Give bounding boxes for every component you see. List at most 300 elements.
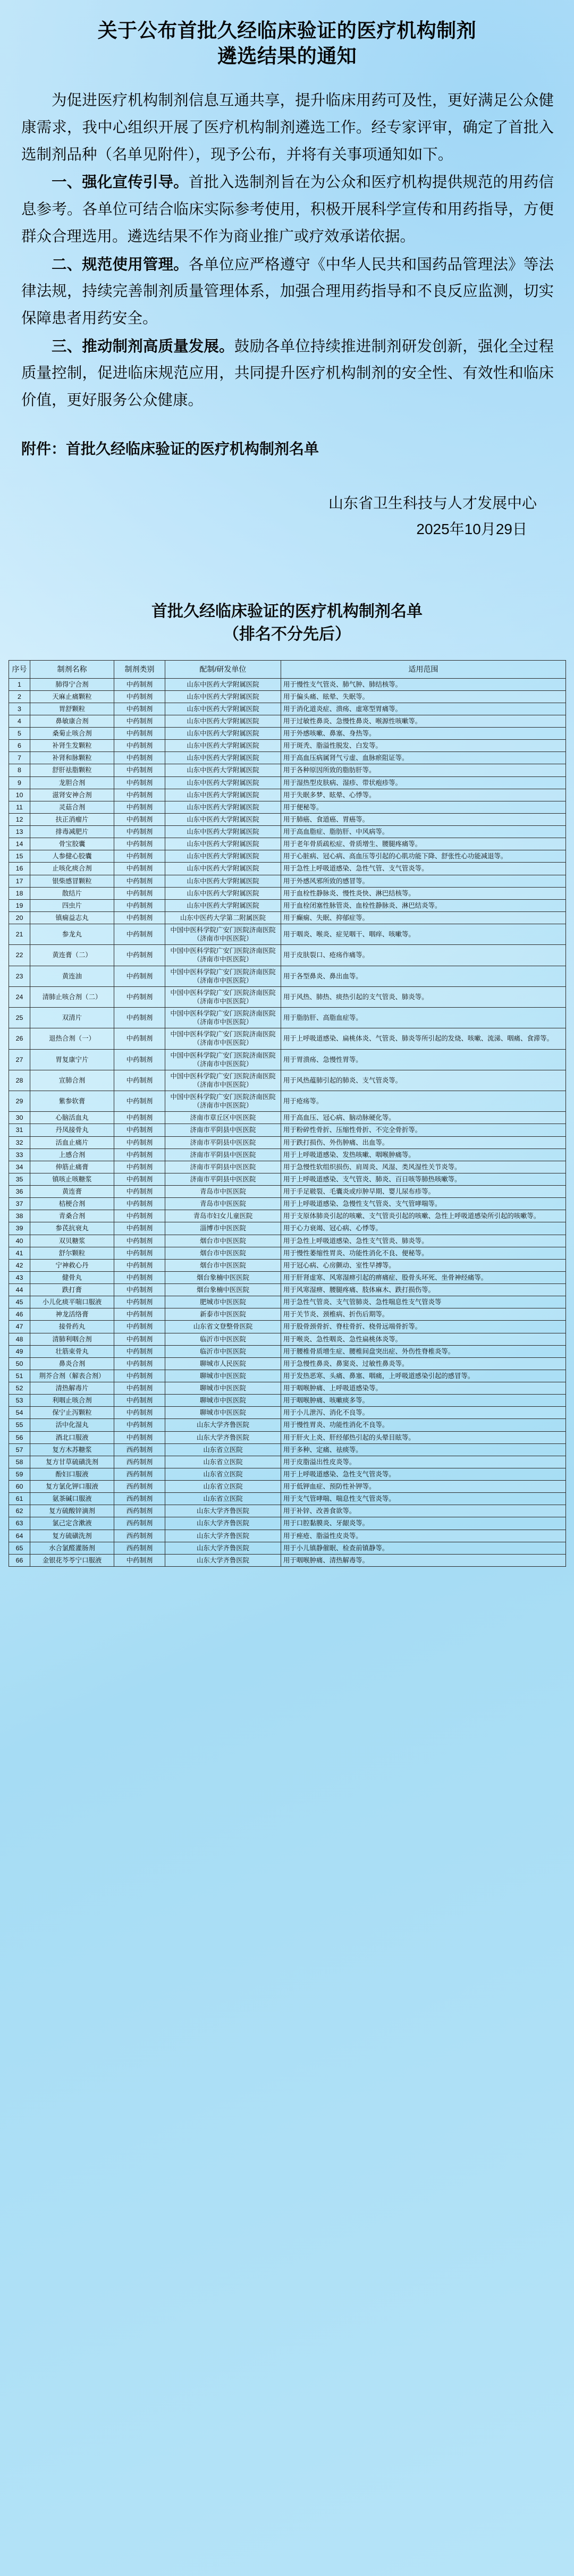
cell-index: 5 [9,728,30,740]
cell-index: 55 [9,1419,30,1431]
cell-name: 止咳化痰合剂 [30,863,114,875]
cell-indications: 用于癫痫、失眠、抑郁症等。 [281,911,566,924]
cell-institution: 山东中医药大学第二附属医院 [165,911,281,924]
cell-name: 补肾生发颗粒 [30,740,114,752]
cell-name: 跌打膏 [30,1284,114,1296]
table-row [9,1198,566,1210]
cell-institution: 山东中医药大学附属医院 [165,678,281,690]
cell-institution: 淄博市中医医院 [165,1222,281,1235]
table-row [9,911,566,924]
cell-name: 参龙丸 [30,924,114,945]
cell-name: 复方木苏糖浆 [30,1443,114,1456]
cell-institution: 中国中医科学院广安门医院济南医院（济南市中医医院） [165,1008,281,1028]
cell-category: 中药制剂 [114,715,165,727]
cell-category: 中药制剂 [114,1136,165,1148]
cell-institution: 山东大学齐鲁医院 [165,1542,281,1554]
cell-name: 酒北口服液 [30,1431,114,1443]
cell-name: 活中化湿丸 [30,1419,114,1431]
cell-category: 西药制剂 [114,1505,165,1517]
table-row [9,728,566,740]
cell-institution: 中国中医科学院广安门医院济南医院（济南市中医医院） [165,986,281,1007]
cell-name: 荆芥合剂（解表合剂） [30,1370,114,1382]
cell-name: 健骨丸 [30,1271,114,1283]
cell-name: 鼻炎合剂 [30,1357,114,1370]
cell-institution: 济南市平阴县中医医院 [165,1148,281,1161]
cell-category: 中药制剂 [114,1091,165,1112]
cell-institution: 济南市章丘区中医医院 [165,1112,281,1124]
annex-title [0,542,574,646]
cell-indications: 用于粉碎性骨折、压缩性骨折、不完全骨折等。 [281,1124,566,1136]
cell-name: 镇痫益志丸 [30,911,114,924]
cell-institution: 山东中医药大学附属医院 [165,715,281,727]
cell-institution: 山东中医药大学附属医院 [165,764,281,776]
cell-index: 35 [9,1173,30,1185]
table-row [9,801,566,813]
cell-name: 清肺止咳合剂（二） [30,986,114,1007]
cell-institution: 山东大学齐鲁医院 [165,1554,281,1566]
cell-index: 14 [9,838,30,850]
cell-indications: 用于手足皲裂、毛囊炎或疖肿早期、婴儿尿布疹等。 [281,1186,566,1198]
cell-category: 中药制剂 [114,1070,165,1091]
cell-indications: 用于急性气管炎、支气管肺炎、急性喘息性支气管炎等 [281,1296,566,1308]
table-row [9,1049,566,1070]
cell-category: 中药制剂 [114,1124,165,1136]
cell-indications: 用于心力衰竭、冠心病、心悸等。 [281,1222,566,1235]
cell-name: 扶正消瘤片 [30,813,114,825]
cell-index: 62 [9,1505,30,1517]
table-row [9,789,566,801]
cell-category: 中药制剂 [114,863,165,875]
cell-name: 氯己定含漱液 [30,1517,114,1530]
cell-institution: 山东中医药大学附属医院 [165,728,281,740]
table-row [9,1284,566,1296]
cell-indications: 用于上呼吸道感染、急慢性支气管炎、支气管哮喘等。 [281,1198,566,1210]
cell-name: 排毒减肥片 [30,826,114,838]
cell-name: 黄连膏 [30,1186,114,1198]
cell-name: 紫参软膏 [30,1091,114,1112]
cell-index: 49 [9,1345,30,1357]
cell-name: 金银花芩苓宁口服液 [30,1554,114,1566]
paragraph-lead-1: 一、强化宣传引导。 [52,174,189,191]
cell-index: 38 [9,1210,30,1222]
cell-index: 61 [9,1493,30,1505]
table-row [9,966,566,986]
cell-category: 中药制剂 [114,966,165,986]
cell-institution: 济南市平阴县中医医院 [165,1173,281,1185]
cell-name: 散结片 [30,887,114,899]
cell-name: 补肾和脉颗粒 [30,752,114,764]
table-row [9,1308,566,1321]
table-row [9,813,566,825]
cell-index: 1 [9,678,30,690]
preparation-list-table [9,660,566,1567]
table-row [9,1419,566,1431]
table-row [9,1259,566,1271]
cell-category: 西药制剂 [114,1468,165,1480]
cell-name: 利咽止咳合剂 [30,1395,114,1407]
cell-category: 中药制剂 [114,1210,165,1222]
cell-indications: 用于心脏病、冠心病、高血压等引起的心肌功能下降、舒张性心功能减退等。 [281,850,566,863]
cell-category: 西药制剂 [114,1493,165,1505]
cell-indications: 用于发热恶寒、头痛、鼻塞、咽痛，上呼吸道感染引起的感冒等。 [281,1370,566,1382]
cell-indications: 用于急慢性软组织损伤、肩周炎、风湿、类风湿性关节炎等。 [281,1161,566,1173]
cell-index: 37 [9,1198,30,1210]
cell-indications: 用于外感风邪所致的感冒等。 [281,875,566,887]
table-row [9,1431,566,1443]
cell-indications: 用于疮疡等。 [281,1091,566,1112]
cell-indications: 用于咽喉肿痛、清热解毒等。 [281,1554,566,1566]
cell-index: 15 [9,850,30,863]
cell-name: 心脑活血丸 [30,1112,114,1124]
cell-institution: 烟台市中医医院 [165,1235,281,1247]
page-title [0,0,574,69]
cell-name: 复方氯化钾口服液 [30,1481,114,1493]
cell-indications: 用于各种原因所致的脂肪肝等。 [281,764,566,776]
cell-institution: 山东省文登整骨医院 [165,1321,281,1333]
cell-institution: 济南市平阴县中医医院 [165,1161,281,1173]
cell-category: 中药制剂 [114,690,165,703]
cell-institution: 中国中医科学院广安门医院济南医院（济南市中医医院） [165,924,281,945]
cell-institution: 中国中医科学院广安门医院济南医院（济南市中医医院） [165,1070,281,1091]
cell-category: 中药制剂 [114,1345,165,1357]
cell-category: 中药制剂 [114,1028,165,1049]
issue-date: 2025年10月29日 [416,521,527,538]
table-row [9,826,566,838]
cell-name: 宁神救心丹 [30,1259,114,1271]
cell-name: 人参健心胶囊 [30,850,114,863]
table-row [9,1173,566,1185]
cell-indications: 用于咽喉肿痛、上呼吸道感染等。 [281,1382,566,1395]
table-row [9,838,566,850]
table-row [9,1296,566,1308]
cell-name: 双清片 [30,1008,114,1028]
cell-index: 48 [9,1333,30,1345]
cell-category: 中药制剂 [114,703,165,715]
cell-index: 53 [9,1395,30,1407]
table-row [9,1395,566,1407]
cell-name: 骨宝胶囊 [30,838,114,850]
cell-category: 西药制剂 [114,1530,165,1542]
cell-institution: 临沂市中医医院 [165,1345,281,1357]
cell-name: 清肺利咽合剂 [30,1333,114,1345]
cell-category: 中药制剂 [114,1419,165,1431]
cell-category: 中药制剂 [114,801,165,813]
cell-indications: 用于咽炎、喉炎、症见咽干、咽痒、咳嗽等。 [281,924,566,945]
cell-indications: 用于咽喉肿痛、咳嗽痰多等。 [281,1395,566,1407]
cell-category: 中药制剂 [114,838,165,850]
cell-indications: 用于偏头痛、眩晕、失眠等。 [281,690,566,703]
cell-index: 34 [9,1161,30,1173]
cell-index: 18 [9,887,30,899]
cell-index: 36 [9,1186,30,1198]
cell-name: 黄连膏（二） [30,945,114,966]
cell-category: 中药制剂 [114,1049,165,1070]
cell-indications: 用于斑秃、脂溢性脱发、白发等。 [281,740,566,752]
table-row [9,1443,566,1456]
table-row [9,1542,566,1554]
cell-institution: 山东省立医院 [165,1481,281,1493]
table-row [9,1222,566,1235]
table-row [9,945,566,966]
cell-index: 23 [9,966,30,986]
cell-indications: 用于过敏性鼻炎、急慢性鼻炎、喉源性咳嗽等。 [281,715,566,727]
column-header-institution: 配制/研发单位 [165,660,281,678]
cell-category: 中药制剂 [114,1382,165,1395]
table-row [9,752,566,764]
cell-index: 7 [9,752,30,764]
cell-name: 神龙活络膏 [30,1308,114,1321]
cell-index: 51 [9,1370,30,1382]
cell-institution: 山东省立医院 [165,1443,281,1456]
cell-index: 12 [9,813,30,825]
cell-name: 酚妇口服液 [30,1468,114,1480]
cell-category: 中药制剂 [114,1161,165,1173]
table-row [9,1357,566,1370]
cell-institution: 山东中医药大学附属医院 [165,899,281,911]
cell-institution: 青岛市妇女儿童医院 [165,1210,281,1222]
table-row [9,1530,566,1542]
cell-category: 中药制剂 [114,1271,165,1283]
cell-indications: 用于上呼吸道感染、支气管炎、肺炎、百日咳等肺热咳嗽等。 [281,1173,566,1185]
cell-name: 四虫片 [30,899,114,911]
cell-index: 16 [9,863,30,875]
table-row [9,863,566,875]
cell-institution: 山东中医药大学附属医院 [165,887,281,899]
cell-category: 西药制剂 [114,1542,165,1554]
cell-indications: 用于肝火上炎、肝经郁热引起的头晕目眩等。 [281,1431,566,1443]
cell-category: 中药制剂 [114,1235,165,1247]
cell-indications: 用于痤疮、脂溢性皮炎等。 [281,1530,566,1542]
cell-indications: 用于关节炎、颈椎病、折伤后期等。 [281,1308,566,1321]
cell-category: 中药制剂 [114,1148,165,1161]
table-row [9,1091,566,1112]
cell-name: 保宁止泻颗粒 [30,1407,114,1419]
cell-category: 西药制剂 [114,1456,165,1468]
cell-indications: 用于跌打损伤、外伤肿痛、出血等。 [281,1136,566,1148]
cell-institution: 山东大学齐鲁医院 [165,1517,281,1530]
cell-indications: 用于肝肾虚寒、风寒湿痹引起的痹痛症、股骨头坏死、坐骨神经痛等。 [281,1271,566,1283]
cell-name: 接骨药丸 [30,1321,114,1333]
table-row [9,875,566,887]
cell-index: 39 [9,1222,30,1235]
cell-index: 30 [9,1112,30,1124]
cell-name: 复方甘草硫磺洗剂 [30,1456,114,1468]
cell-category: 中药制剂 [114,1173,165,1185]
column-header-name: 制剂名称 [30,660,114,678]
paragraph-text-0: 为促进医疗机构制剂信息互通共享，提升临床用药可及性，更好满足公众健康需求，我中心组织开展了医疗机构制剂遴选工作。经专家评审，确定了首批入选制剂品种（名单见附件），现予公布，并将有关事项通知如下。 [21,92,554,163]
cell-index: 41 [9,1247,30,1259]
cell-index: 21 [9,924,30,945]
paragraph-text-3: 鼓励各单位持续推进制剂研发创新，强化全过程质量控制，促进临床规范应用，共同提升医疗机构制剂的安全性、有效性和临床价值，更好服务公众健康。 [21,337,554,409]
column-header-index: 序号 [9,660,30,678]
table-row [9,1161,566,1173]
cell-index: 47 [9,1321,30,1333]
cell-category: 中药制剂 [114,1554,165,1566]
table-row [9,690,566,703]
cell-index: 60 [9,1481,30,1493]
cell-institution: 山东中医药大学附属医院 [165,752,281,764]
cell-indications: 用于急慢性鼻炎、鼻窦炎、过敏性鼻炎等。 [281,1357,566,1370]
cell-index: 58 [9,1456,30,1468]
cell-indications: 用于消化道炎症、溃疡、虚寒型胃痛等。 [281,703,566,715]
table-row [9,986,566,1007]
cell-institution: 烟台市中医医院 [165,1259,281,1271]
page-title-line-2: 遴选结果的通知 [217,45,357,67]
table-row [9,1124,566,1136]
cell-name: 桑菊止咳合剂 [30,728,114,740]
table-header-row [9,660,566,678]
cell-name: 镇咳止咳糖浆 [30,1173,114,1185]
cell-institution: 聊城市中医医院 [165,1407,281,1419]
cell-institution: 山东中医药大学附属医院 [165,776,281,789]
cell-index: 13 [9,826,30,838]
cell-name: 灵菇合剂 [30,801,114,813]
annex-title-subtitle: （排名不分先后） [223,626,351,643]
cell-index: 3 [9,703,30,715]
cell-indications: 用于喉炎、急性咽炎、急性扁桃体炎等。 [281,1333,566,1345]
cell-institution: 山东中医药大学附属医院 [165,690,281,703]
attachment-label: 附件：首批久经临床验证的医疗机构制剂名单 [21,440,319,457]
cell-institution: 山东大学齐鲁医院 [165,1505,281,1517]
table-row [9,1370,566,1382]
cell-indications: 用于血栓闭塞性脉管炎、血栓性静脉炎、淋巴结炎等。 [281,899,566,911]
cell-category: 中药制剂 [114,1112,165,1124]
cell-index: 56 [9,1431,30,1443]
cell-index: 45 [9,1296,30,1308]
cell-indications: 用于失眠多梦、眩晕、心悸等。 [281,789,566,801]
cell-indications: 用于高血压病属肾气亏虚、血脉瘀阻证等。 [281,752,566,764]
cell-institution: 临沂市中医医院 [165,1333,281,1345]
table-row [9,1271,566,1283]
cell-name: 参芪抗衰丸 [30,1222,114,1235]
cell-category: 中药制剂 [114,1431,165,1443]
preparation-list-table-wrapper [0,646,574,1567]
paragraph-section-3 [21,333,554,414]
cell-index: 33 [9,1148,30,1161]
cell-index: 24 [9,986,30,1007]
cell-institution: 山东中医药大学附属医院 [165,740,281,752]
cell-indications: 用于低钾血症、预防性补钾等。 [281,1481,566,1493]
cell-category: 中药制剂 [114,911,165,924]
cell-index: 9 [9,776,30,789]
cell-index: 26 [9,1028,30,1049]
cell-institution: 聊城市中医医院 [165,1370,281,1382]
cell-index: 46 [9,1308,30,1321]
cell-index: 28 [9,1070,30,1091]
cell-indications: 用于湿热型皮肤病、湿疹、带状疱疹等。 [281,776,566,789]
cell-indications: 用于急性上呼吸道感染、急性气管、支气管炎等。 [281,863,566,875]
cell-category: 中药制剂 [114,1296,165,1308]
cell-institution: 山东中医药大学附属医院 [165,703,281,715]
cell-index: 66 [9,1554,30,1566]
cell-institution: 聊城市中医医院 [165,1382,281,1395]
column-header-category: 制剂类别 [114,660,165,678]
cell-category: 中药制剂 [114,826,165,838]
cell-institution: 济南市平阴县中医医院 [165,1136,281,1148]
cell-name: 丹凤接骨丸 [30,1124,114,1136]
cell-index: 17 [9,875,30,887]
cell-indications: 用于小儿镇静催眠、检查前镇静等。 [281,1542,566,1554]
cell-index: 32 [9,1136,30,1148]
cell-index: 22 [9,945,30,966]
cell-category: 中药制剂 [114,945,165,966]
cell-name: 滋肾安神合剂 [30,789,114,801]
column-header-indications: 适用范围 [281,660,566,678]
table-row [9,850,566,863]
cell-name: 桔梗合剂 [30,1198,114,1210]
page-title-line-1: 关于公布首批久经临床验证的医疗机构制剂 [97,20,477,41]
cell-index: 31 [9,1124,30,1136]
cell-index: 40 [9,1235,30,1247]
table-row [9,1382,566,1395]
cell-category: 中药制剂 [114,887,165,899]
cell-institution: 山东中医药大学附属医院 [165,838,281,850]
cell-institution: 中国中医科学院广安门医院济南医院（济南市中医医院） [165,966,281,986]
table-body [9,678,566,1566]
issuing-organization: 山东省卫生科技与人才发展中心 [328,495,537,512]
cell-institution: 青岛市中医医院 [165,1186,281,1198]
cell-indications: 用于口腔黏膜炎、牙龈炎等。 [281,1517,566,1530]
cell-institution: 中国中医科学院广安门医院济南医院（济南市中医医院） [165,1049,281,1070]
cell-name: 舒肝祛脂颗粒 [30,764,114,776]
table-row [9,1210,566,1222]
cell-category: 中药制剂 [114,789,165,801]
cell-name: 龙胆合剂 [30,776,114,789]
cell-category: 西药制剂 [114,1443,165,1456]
cell-index: 65 [9,1542,30,1554]
table-row [9,1333,566,1345]
cell-indications: 用于上呼吸道感染、急性支气管炎等。 [281,1468,566,1480]
cell-institution: 山东大学齐鲁医院 [165,1419,281,1431]
table-row [9,887,566,899]
table-row [9,715,566,727]
cell-category: 中药制剂 [114,1186,165,1198]
cell-name: 清热解毒片 [30,1382,114,1395]
paragraph-section-1 [21,169,554,250]
cell-institution: 烟台市中医医院 [165,1247,281,1259]
cell-category: 中药制剂 [114,1259,165,1271]
cell-category: 中药制剂 [114,1321,165,1333]
cell-category: 中药制剂 [114,875,165,887]
cell-institution: 新泰市中医医院 [165,1308,281,1321]
paragraph-lead-2: 二、规范使用管理。 [52,256,189,273]
cell-indications: 用于上呼吸道感染、发热咳嗽、咽喉肿痛等。 [281,1148,566,1161]
cell-name: 氨茶碱口服液 [30,1493,114,1505]
cell-institution: 中国中医科学院广安门医院济南医院（济南市中医医院） [165,945,281,966]
cell-index: 43 [9,1271,30,1283]
cell-category: 中药制剂 [114,764,165,776]
table-row [9,1070,566,1091]
cell-indications: 用于高血压、冠心病、脑动脉硬化等。 [281,1112,566,1124]
cell-category: 中药制剂 [114,813,165,825]
cell-name: 肺得宁合剂 [30,678,114,690]
cell-index: 8 [9,764,30,776]
table-row [9,1235,566,1247]
cell-index: 19 [9,899,30,911]
cell-name: 天麻止痛颗粒 [30,690,114,703]
paragraph-lead-3: 三、推动制剂高质量发展。 [52,337,234,355]
cell-institution: 山东省立医院 [165,1468,281,1480]
table-row [9,899,566,911]
cell-indications: 用于风热、肺热、痰热引起的支气管炎、肺炎等。 [281,986,566,1007]
cell-name: 鼻敏康合剂 [30,715,114,727]
cell-indications: 用于血栓性静脉炎、慢性炎快、淋巴结核等。 [281,887,566,899]
cell-index: 10 [9,789,30,801]
cell-category: 中药制剂 [114,1008,165,1028]
cell-name: 壮筋束骨丸 [30,1345,114,1357]
cell-indications: 用于老年骨质疏松症、骨质增生、腰腿疼痛等。 [281,838,566,850]
cell-indications: 用于补锌、改善食欲等。 [281,1505,566,1517]
